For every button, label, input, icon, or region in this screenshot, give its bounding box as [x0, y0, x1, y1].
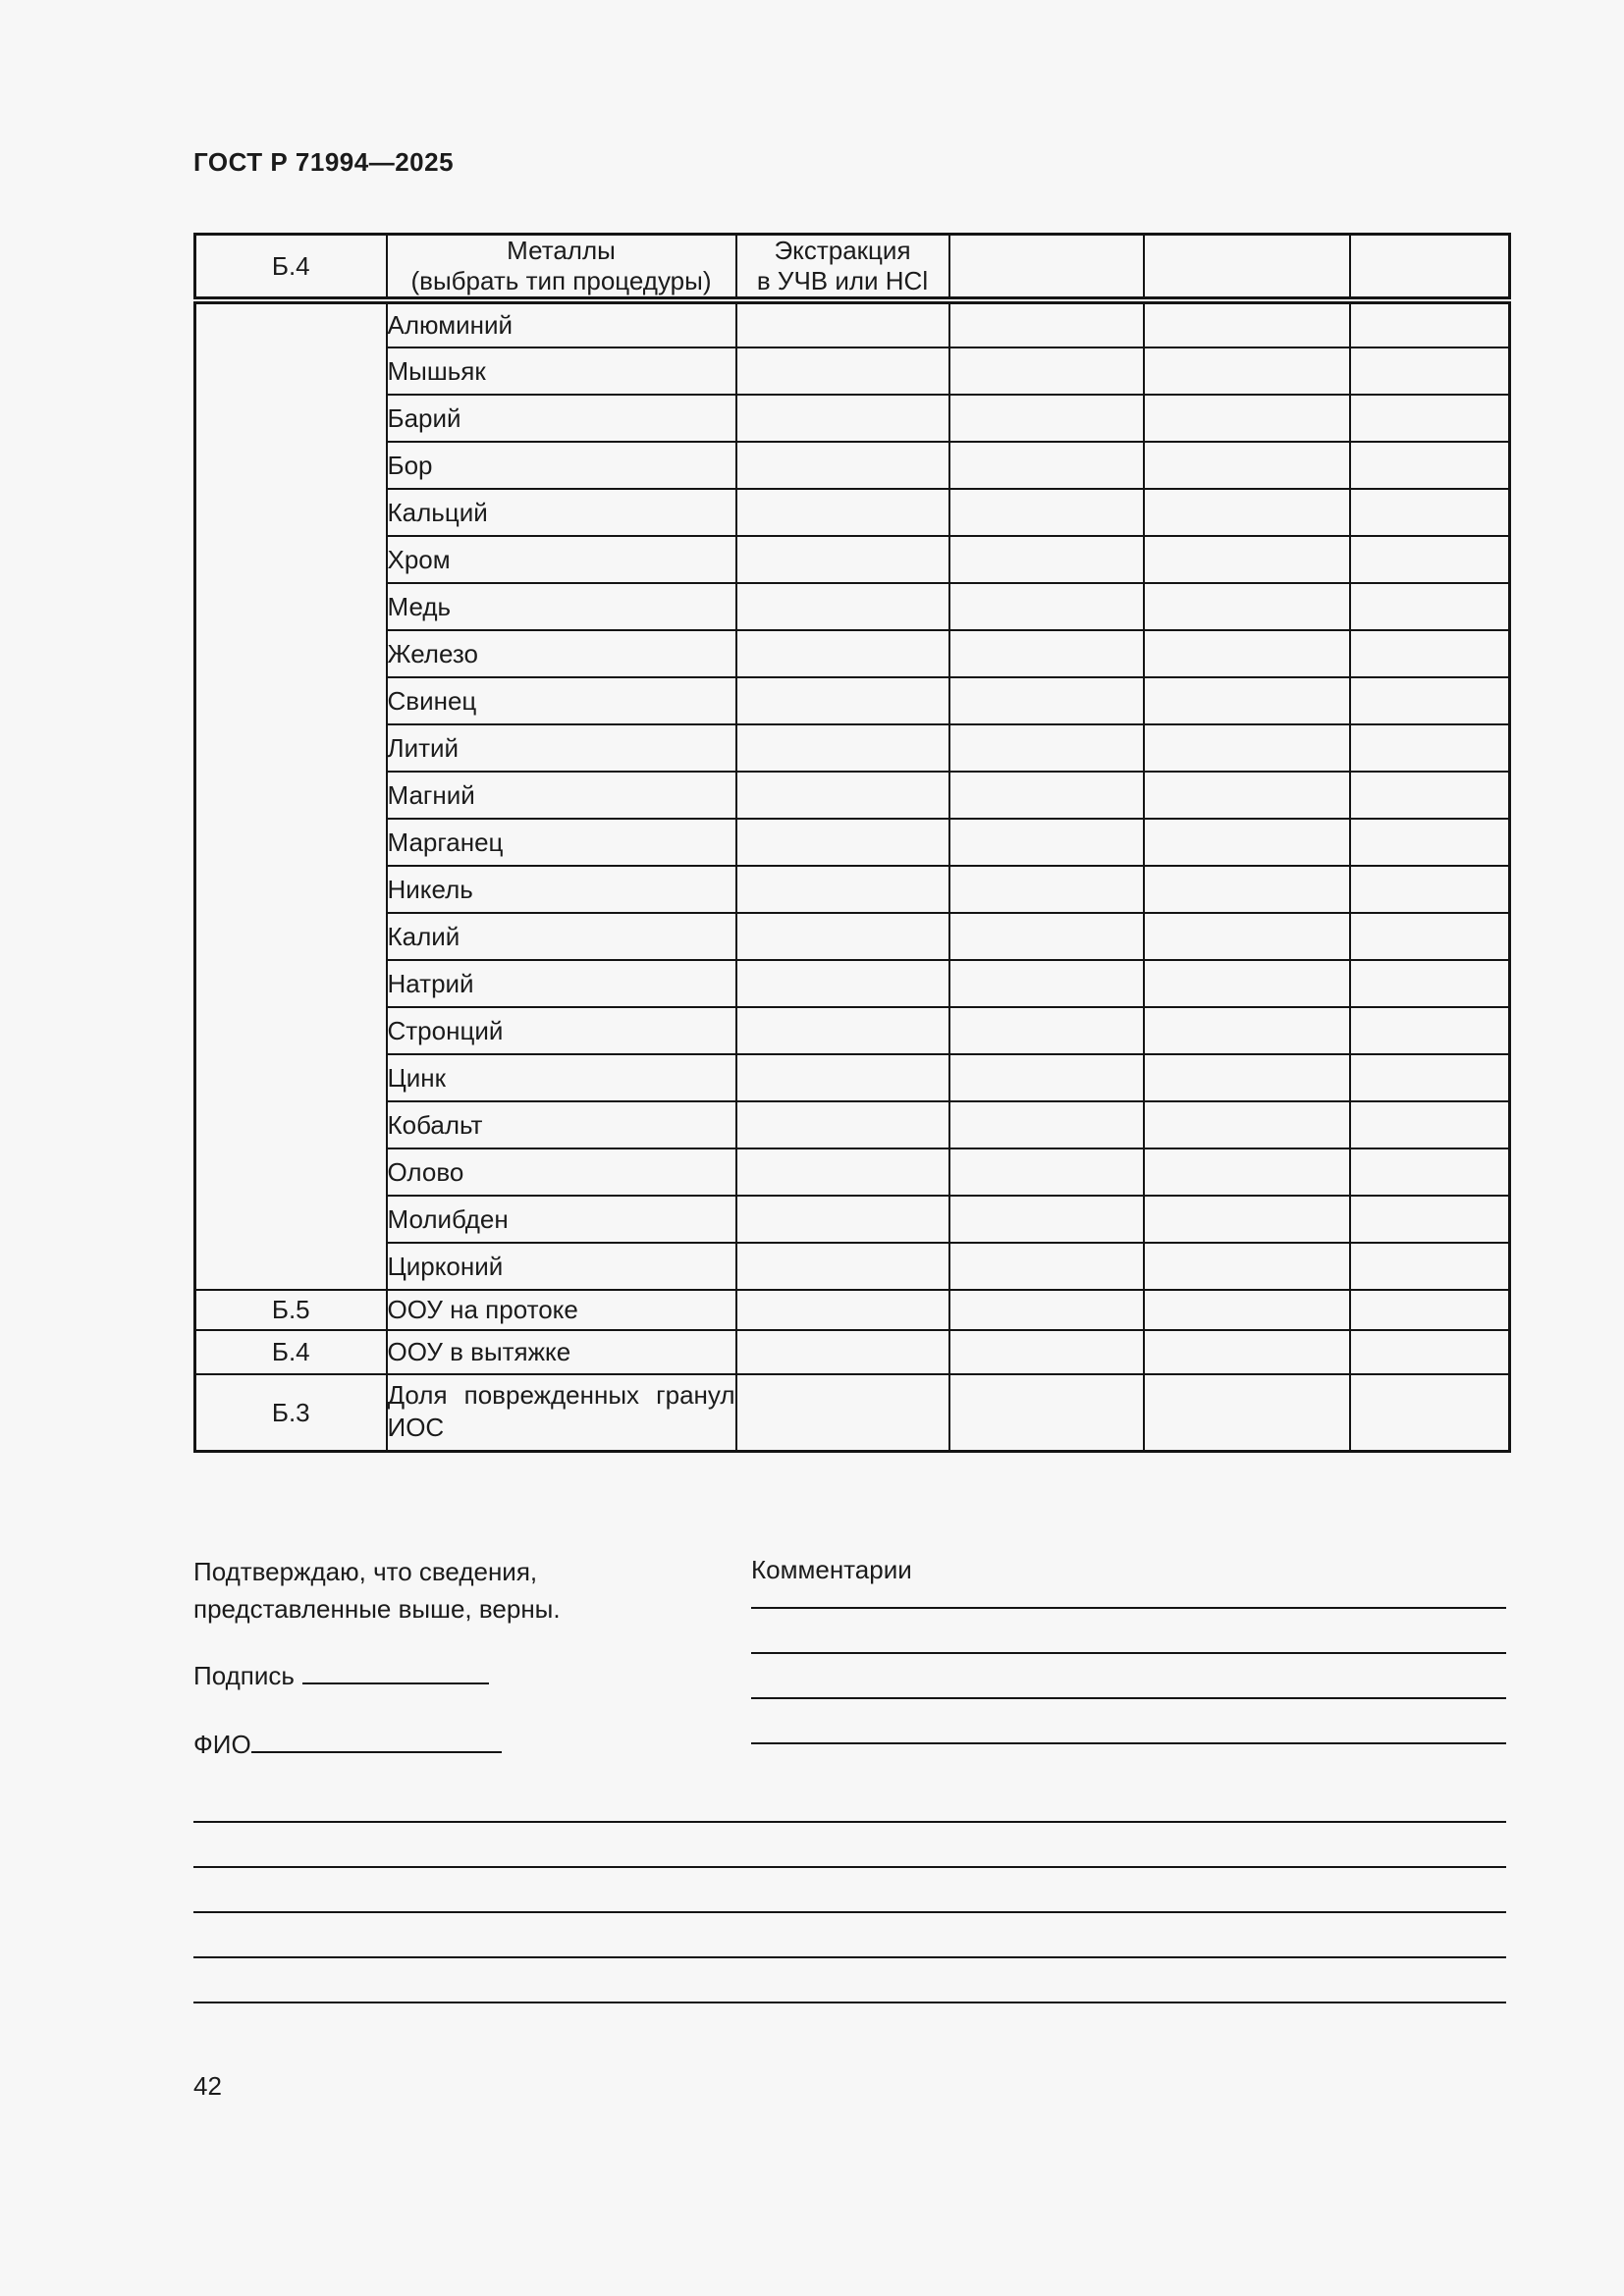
table-row-metal	[195, 1054, 1510, 1101]
confirmation-text	[193, 1553, 561, 1628]
blank-cell	[1144, 1148, 1350, 1196]
blank-cell	[1350, 489, 1510, 536]
blank-cell	[1144, 677, 1350, 724]
blank-cell	[1144, 772, 1350, 819]
blank-cell	[949, 866, 1144, 913]
blank-cell	[949, 913, 1144, 960]
blank-cell	[736, 866, 949, 913]
metal-name: Железо	[387, 630, 736, 677]
table-row-metal	[195, 489, 1510, 536]
blank-cell	[1350, 1330, 1510, 1374]
blank-cell	[736, 630, 949, 677]
blank-cell	[1350, 536, 1510, 583]
table-row-metal	[195, 1196, 1510, 1243]
blank-cell	[949, 1148, 1144, 1196]
blank-cell	[736, 960, 949, 1007]
blank-cell	[736, 1007, 949, 1054]
blank-cell	[1350, 866, 1510, 913]
blank-cell	[1144, 819, 1350, 866]
row-label-line2: ИОС	[387, 1413, 445, 1442]
note-blank-line	[193, 1821, 1506, 1823]
metal-name: Стронций	[387, 1007, 736, 1054]
blank-cell	[1350, 300, 1510, 347]
blank-cell	[1350, 583, 1510, 630]
blank-cell	[949, 395, 1144, 442]
blank-cell	[736, 583, 949, 630]
blank-cell	[1144, 1054, 1350, 1101]
table-row-metal	[195, 677, 1510, 724]
blank-cell	[1350, 724, 1510, 772]
comments-label: Комментарии	[751, 1555, 912, 1584]
metal-name: Калий	[387, 913, 736, 960]
blank-cell	[949, 772, 1144, 819]
metal-name: Натрий	[387, 960, 736, 1007]
header-extraction-line2: в УЧВ или HCl	[756, 266, 929, 295]
blank-cell	[1350, 1054, 1510, 1101]
metal-name: Бор	[387, 442, 736, 489]
metal-name: Алюминий	[387, 300, 736, 347]
blank-cell	[1350, 1196, 1510, 1243]
blank-cell	[736, 300, 949, 347]
row-code: Б.4	[195, 1330, 387, 1374]
table-row-oou-flow	[195, 1290, 1510, 1330]
table-row-metal	[195, 960, 1510, 1007]
blank-cell	[736, 489, 949, 536]
table-row-metal	[195, 1243, 1510, 1290]
blank-cell	[949, 1330, 1144, 1374]
table-row-granules	[195, 1374, 1510, 1452]
metal-name: Кальций	[387, 489, 736, 536]
header-blank-cell	[1144, 235, 1350, 301]
table-row-metal	[195, 772, 1510, 819]
comment-blank-line	[751, 1742, 1506, 1744]
blank-cell	[736, 677, 949, 724]
blank-cell	[1144, 866, 1350, 913]
row-label: ООУ на протоке	[387, 1290, 736, 1330]
blank-cell	[1350, 442, 1510, 489]
blank-cell	[949, 583, 1144, 630]
blank-cell	[949, 1054, 1144, 1101]
table-header-row	[195, 235, 1510, 301]
page-number: 42	[193, 2071, 222, 2101]
metal-name: Медь	[387, 583, 736, 630]
blank-cell	[1144, 347, 1350, 395]
metal-name: Свинец	[387, 677, 736, 724]
blank-cell	[1144, 1374, 1350, 1452]
signature-blank-line	[302, 1659, 489, 1684]
metal-name: Кобальт	[387, 1101, 736, 1148]
blank-cell	[949, 677, 1144, 724]
table-row-metal	[195, 395, 1510, 442]
blank-cell	[1350, 913, 1510, 960]
comment-blank-line	[751, 1652, 1506, 1654]
blank-cell	[736, 819, 949, 866]
blank-cell	[949, 960, 1144, 1007]
blank-cell	[1144, 395, 1350, 442]
metal-name: Молибден	[387, 1196, 736, 1243]
blank-cell	[1144, 724, 1350, 772]
row-label	[387, 1374, 736, 1452]
metal-name: Цирконий	[387, 1243, 736, 1290]
note-blank-line	[193, 1956, 1506, 1958]
table-row-metal	[195, 819, 1510, 866]
blank-cell	[736, 442, 949, 489]
header-metals-line1: Металлы	[507, 236, 616, 265]
name-row	[193, 1728, 502, 1760]
blank-cell	[736, 1290, 949, 1330]
signature-label: Подпись	[193, 1661, 295, 1690]
blank-cell	[736, 913, 949, 960]
blank-cell	[1350, 347, 1510, 395]
blank-cell	[1350, 960, 1510, 1007]
blank-cell	[1144, 913, 1350, 960]
blank-cell	[949, 536, 1144, 583]
blank-cell	[736, 772, 949, 819]
blank-cell	[1350, 630, 1510, 677]
blank-cell	[736, 1243, 949, 1290]
blank-cell	[1350, 1101, 1510, 1148]
blank-cell	[949, 442, 1144, 489]
header-metals-line2: (выбрать тип процедуры)	[410, 266, 712, 295]
blank-cell	[1144, 630, 1350, 677]
table-row-metal	[195, 1007, 1510, 1054]
blank-cell	[949, 300, 1144, 347]
blank-cell	[949, 1290, 1144, 1330]
blank-cell	[1350, 772, 1510, 819]
metal-name: Марганец	[387, 819, 736, 866]
confirmation-line2: представленные выше, верны.	[193, 1594, 561, 1624]
blank-cell	[736, 1054, 949, 1101]
table-row-metal	[195, 347, 1510, 395]
table-row-metal	[195, 442, 1510, 489]
blank-cell	[736, 1148, 949, 1196]
blank-cell	[949, 1007, 1144, 1054]
merged-code-cell	[195, 300, 387, 1290]
metal-name: Цинк	[387, 1054, 736, 1101]
blank-cell	[736, 1330, 949, 1374]
blank-cell	[949, 819, 1144, 866]
note-blank-line	[193, 1911, 1506, 1913]
header-code-cell: Б.4	[195, 235, 387, 301]
blank-cell	[1144, 536, 1350, 583]
metal-name: Магний	[387, 772, 736, 819]
table-row-metal	[195, 866, 1510, 913]
table-row-metal	[195, 1148, 1510, 1196]
blank-cell	[1144, 960, 1350, 1007]
blank-cell	[1350, 395, 1510, 442]
name-label: ФИО	[193, 1730, 251, 1759]
metal-name: Барий	[387, 395, 736, 442]
metal-name: Никель	[387, 866, 736, 913]
note-blank-line	[193, 2002, 1506, 2003]
blank-cell	[1144, 489, 1350, 536]
signature-row	[193, 1659, 489, 1691]
blank-cell	[736, 395, 949, 442]
blank-cell	[1350, 1374, 1510, 1452]
blank-cell	[1350, 677, 1510, 724]
blank-cell	[1144, 1330, 1350, 1374]
blank-cell	[1144, 1290, 1350, 1330]
header-extraction-cell	[736, 235, 949, 301]
blank-cell	[736, 1374, 949, 1452]
table-row-metal	[195, 583, 1510, 630]
row-label: ООУ в вытяжке	[387, 1330, 736, 1374]
comment-blank-line	[751, 1697, 1506, 1699]
header-metals-cell	[387, 235, 736, 301]
blank-cell	[1350, 1243, 1510, 1290]
table-row-metal	[195, 536, 1510, 583]
confirmation-line1: Подтверждаю, что сведения,	[193, 1557, 538, 1586]
comment-blank-line	[751, 1607, 1506, 1609]
row-code: Б.5	[195, 1290, 387, 1330]
header-blank-cell	[1350, 235, 1510, 301]
blank-cell	[949, 347, 1144, 395]
name-blank-line	[251, 1728, 502, 1753]
blank-cell	[949, 724, 1144, 772]
blank-cell	[949, 1243, 1144, 1290]
table-row-metal	[195, 913, 1510, 960]
blank-cell	[949, 489, 1144, 536]
table-row-metal	[195, 630, 1510, 677]
blank-cell	[736, 724, 949, 772]
blank-cell	[1350, 1007, 1510, 1054]
metal-name: Хром	[387, 536, 736, 583]
blank-cell	[1144, 1007, 1350, 1054]
blank-cell	[1350, 1290, 1510, 1330]
blank-cell	[1144, 1243, 1350, 1290]
table-row-metal	[195, 724, 1510, 772]
blank-cell	[1144, 300, 1350, 347]
form-table	[193, 233, 1511, 1453]
blank-cell	[1144, 583, 1350, 630]
blank-cell	[1350, 819, 1510, 866]
blank-cell	[949, 1374, 1144, 1452]
header-extraction-line1: Экстракция	[774, 236, 911, 265]
blank-cell	[1144, 1101, 1350, 1148]
blank-cell	[1144, 442, 1350, 489]
blank-cell	[949, 1101, 1144, 1148]
blank-cell	[736, 1196, 949, 1243]
blank-cell	[1350, 1148, 1510, 1196]
blank-cell	[736, 536, 949, 583]
metal-name: Мышьяк	[387, 347, 736, 395]
page-title: ГОСТ Р 71994—2025	[193, 147, 455, 177]
row-label-line1: Доля поврежденных гранул	[387, 1380, 735, 1410]
note-blank-line	[193, 1866, 1506, 1868]
table-row-oou-extract	[195, 1330, 1510, 1374]
blank-cell	[736, 347, 949, 395]
metal-name: Литий	[387, 724, 736, 772]
table-row-metal	[195, 1101, 1510, 1148]
table-row-metal	[195, 300, 1510, 347]
blank-cell	[949, 630, 1144, 677]
row-code: Б.3	[195, 1374, 387, 1452]
blank-cell	[736, 1101, 949, 1148]
blank-cell	[949, 1196, 1144, 1243]
header-blank-cell	[949, 235, 1144, 301]
blank-cell	[1144, 1196, 1350, 1243]
metal-name: Олово	[387, 1148, 736, 1196]
